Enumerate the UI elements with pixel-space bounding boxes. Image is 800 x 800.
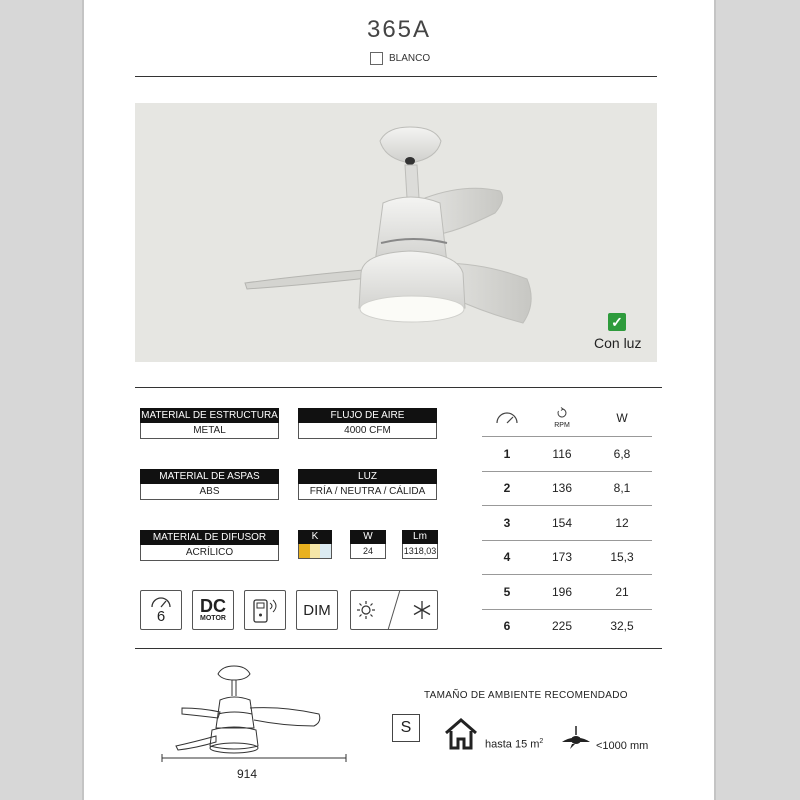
product-sheet bbox=[82, 0, 716, 800]
spec-flujo bbox=[298, 408, 437, 439]
spec-label: LUZ bbox=[298, 469, 437, 484]
light-badge-label: Con luz bbox=[594, 335, 642, 351]
rpm-header bbox=[532, 407, 592, 430]
spec-value: METAL bbox=[140, 423, 279, 439]
divider-top bbox=[135, 76, 657, 77]
diameter-label: 914 bbox=[237, 767, 258, 781]
rotation-icon bbox=[556, 407, 568, 418]
spec-label: MATERIAL DE ESTRUCTURA bbox=[141, 410, 278, 421]
table-row bbox=[482, 575, 652, 610]
room-area bbox=[485, 738, 543, 751]
speed-cell: 2 bbox=[503, 481, 511, 496]
room-area-value: hasta 15 m bbox=[485, 738, 540, 751]
speed-cell: 4 bbox=[503, 550, 511, 565]
rpm-cell: 136 bbox=[551, 481, 573, 496]
spec-value: 24 bbox=[350, 544, 386, 559]
spec-value: 1318,03 bbox=[402, 544, 438, 559]
rpm-cell: 154 bbox=[551, 515, 573, 530]
sun-icon bbox=[356, 600, 376, 620]
speeds-count: 6 bbox=[156, 608, 166, 625]
rpm-cell: 225 bbox=[551, 619, 573, 634]
rpm-label: RPM bbox=[554, 421, 570, 429]
watt-cell: 15,3 bbox=[610, 550, 634, 565]
table-header bbox=[482, 400, 652, 437]
spec-label: W bbox=[350, 530, 386, 544]
rpm-cell: 173 bbox=[551, 550, 573, 565]
rpm-cell: 196 bbox=[551, 584, 573, 599]
watt-cell: 21 bbox=[615, 584, 629, 599]
watt-cell: 6,8 bbox=[613, 446, 631, 461]
table-row bbox=[482, 437, 652, 472]
spec-value: 4000 CFM bbox=[298, 423, 437, 439]
dim-label: DIM bbox=[303, 601, 331, 619]
watt-cell: 12 bbox=[615, 515, 629, 530]
warm-swatch bbox=[299, 544, 310, 558]
table-row bbox=[482, 506, 652, 541]
remote-control-icon bbox=[248, 595, 282, 625]
table-row bbox=[482, 472, 652, 507]
speed-cell: 6 bbox=[503, 619, 511, 634]
speed-cell: 1 bbox=[503, 446, 511, 461]
season-icon-box bbox=[350, 590, 438, 630]
dc-motor-icon-box bbox=[192, 590, 234, 630]
speeds-icon-box bbox=[140, 590, 182, 630]
divider-bottom bbox=[135, 648, 662, 649]
dim-icon-box bbox=[296, 590, 338, 630]
spec-value: ACRÍLICO bbox=[140, 545, 279, 561]
check-icon: ✓ bbox=[608, 313, 626, 331]
spec-value: ABS bbox=[140, 484, 279, 500]
fan-size: <1000 mm bbox=[596, 740, 649, 752]
spec-luz bbox=[298, 469, 437, 500]
divider-slash bbox=[387, 590, 401, 630]
spec-difusor bbox=[140, 530, 279, 561]
neutral-swatch bbox=[310, 544, 321, 558]
table-row bbox=[482, 541, 652, 576]
fan-icon bbox=[560, 724, 592, 750]
product-photo bbox=[135, 103, 657, 362]
room-size-title: TAMAÑO DE AMBIENTE RECOMENDADO bbox=[424, 690, 628, 701]
watt-cell: 8,1 bbox=[613, 481, 631, 496]
spec-label: MATERIAL DE DIFUSOR bbox=[140, 530, 279, 545]
spec-label: Lm bbox=[402, 530, 438, 544]
spec-label: MATERIAL DE ASPAS bbox=[140, 469, 279, 484]
watt-header: W bbox=[616, 411, 628, 425]
spec-k bbox=[298, 530, 332, 559]
fan-dimension-drawing bbox=[154, 658, 354, 768]
color-name: BLANCO bbox=[389, 53, 431, 64]
dc-label: DC bbox=[200, 596, 226, 616]
spec-aspas bbox=[140, 469, 279, 500]
watt-cell: 32,5 bbox=[610, 619, 634, 634]
divider-mid bbox=[135, 387, 662, 388]
ceiling-fan-illustration bbox=[135, 103, 657, 362]
color-temperature-swatches bbox=[298, 544, 332, 559]
motor-label: MOTOR bbox=[200, 615, 226, 622]
room-area-unit-sup: 2 bbox=[539, 738, 544, 745]
table-row bbox=[482, 610, 652, 644]
spec-label: K bbox=[298, 530, 332, 544]
speed-gauge-icon bbox=[482, 409, 532, 428]
speed-cell: 5 bbox=[503, 584, 511, 599]
spec-label: FLUJO DE AIRE bbox=[298, 408, 437, 423]
house-icon bbox=[444, 718, 478, 750]
speed-table bbox=[482, 400, 652, 643]
color-option bbox=[370, 52, 430, 65]
speed-gauge-icon bbox=[149, 595, 173, 608]
spec-estructura bbox=[140, 408, 279, 439]
color-swatch bbox=[370, 52, 383, 65]
spec-lm bbox=[402, 530, 438, 559]
remote-icon-box bbox=[244, 590, 286, 630]
snowflake-icon bbox=[412, 600, 432, 620]
speed-cell: 3 bbox=[503, 515, 511, 530]
spec-w bbox=[350, 530, 386, 559]
spec-value: FRÍA / NEUTRA / CÁLIDA bbox=[298, 484, 437, 500]
model-title: 365A bbox=[366, 16, 432, 43]
rpm-cell: 116 bbox=[552, 446, 572, 461]
size-badge: S bbox=[392, 714, 420, 742]
cool-swatch bbox=[320, 544, 331, 558]
